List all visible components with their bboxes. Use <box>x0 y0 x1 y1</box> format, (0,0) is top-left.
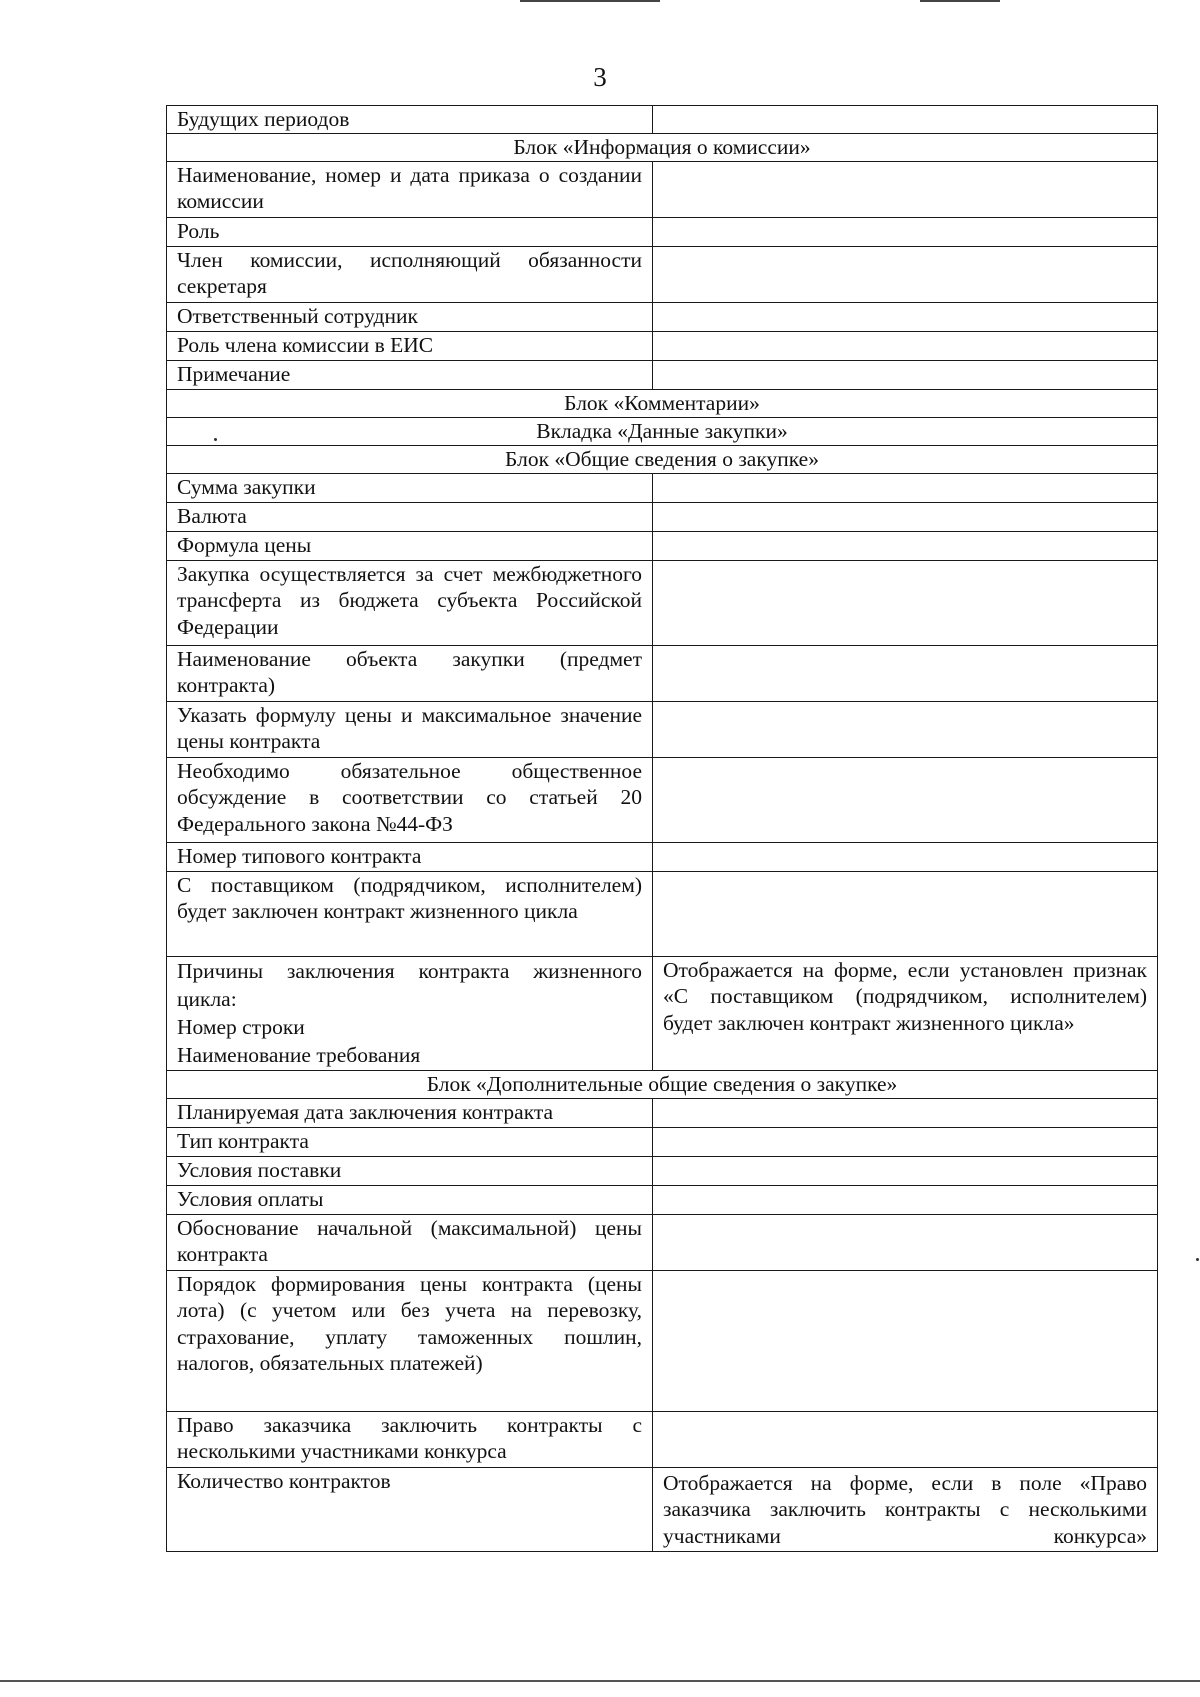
field-label: Наименование, номер и дата приказа о создании комиссии <box>167 161 653 217</box>
table-row <box>167 246 1158 302</box>
field-value <box>653 1156 1158 1185</box>
field-value <box>653 302 1158 331</box>
field-value <box>653 246 1158 302</box>
field-value <box>653 1127 1158 1156</box>
section-header-row <box>167 445 1158 473</box>
field-value <box>653 1098 1158 1127</box>
scan-speck <box>1196 1258 1199 1261</box>
table-row <box>167 1185 1158 1214</box>
field-value <box>653 106 1158 134</box>
section-title: Блок «Комментарии» <box>167 389 1158 417</box>
field-label: Условия поставки <box>167 1156 653 1185</box>
field-value <box>653 1214 1158 1270</box>
procurement-fields-table <box>166 105 1158 1552</box>
field-value <box>653 1185 1158 1214</box>
field-label: Ответственный сотрудник <box>167 302 653 331</box>
field-value <box>653 1270 1158 1411</box>
table-row <box>167 217 1158 246</box>
table-row <box>167 531 1158 560</box>
table-row <box>167 1098 1158 1127</box>
field-value <box>653 757 1158 842</box>
field-label: Порядок формирования цены контракта (цены лота) (с учетом или без учета на перевозку, страхование, уплату таможенных пошлин, налогов, обязательных платежей) <box>167 1270 653 1411</box>
field-value <box>653 331 1158 360</box>
field-label: Количество контрактов <box>167 1467 653 1551</box>
field-label: Формула цены <box>167 531 653 560</box>
table-row <box>167 757 1158 842</box>
table-row <box>167 1127 1158 1156</box>
table-row <box>167 956 1158 1070</box>
field-label: Планируемая дата заключения контракта <box>167 1098 653 1127</box>
page-number: 3 <box>593 62 607 92</box>
field-label: Роль члена комиссии в ЕИС <box>167 331 653 360</box>
section-title: Блок «Дополнительные общие сведения о закупке» <box>167 1070 1158 1098</box>
scan-artifact-bottom <box>0 1680 1200 1682</box>
table-row <box>167 1156 1158 1185</box>
field-label: Указать формулу цены и максимальное значение цены контракта <box>167 701 653 757</box>
field-label: Номер строки <box>177 1014 305 1039</box>
field-label: Примечание <box>167 360 653 389</box>
field-label: С поставщиком (подрядчиком, исполнителем) будет заключен контракт жизненного цикла <box>167 871 653 956</box>
field-label: Условия оплаты <box>167 1185 653 1214</box>
field-label: Закупка осуществляется за счет межбюджетного трансферта из бюджета субъекта Российской Федерации <box>167 560 653 645</box>
scan-speck <box>214 438 217 441</box>
field-value <box>653 871 1158 956</box>
field-value <box>653 560 1158 645</box>
section-header-row <box>167 417 1158 445</box>
field-value <box>653 473 1158 502</box>
table-row <box>167 161 1158 217</box>
table-row <box>167 560 1158 645</box>
table-row <box>167 1214 1158 1270</box>
field-note: Отображается на форме, если установлен признак «С поставщиком (подрядчиком, исполнителем) будет заключен контракт жизненного цикла» <box>653 956 1158 1070</box>
field-label: Сумма закупки <box>167 473 653 502</box>
field-label: Член комиссии, исполняющий обязанности секретаря <box>167 246 653 302</box>
section-header-row <box>167 134 1158 162</box>
field-label: Тип контракта <box>167 1127 653 1156</box>
section-header-row <box>167 1070 1158 1098</box>
table-row <box>167 645 1158 701</box>
table-row <box>167 1270 1158 1411</box>
table-row <box>167 302 1158 331</box>
field-label: Наименование требования <box>177 1042 421 1067</box>
field-value <box>653 531 1158 560</box>
field-note: Отображается на форме, если в поле «Право заказчика заключить контракты с несколькими участниками конкурса» <box>653 1467 1158 1551</box>
field-value <box>653 217 1158 246</box>
field-label: Роль <box>167 217 653 246</box>
field-value <box>653 502 1158 531</box>
field-label: Обоснование начальной (максимальной) цены контракта <box>167 1214 653 1270</box>
table-row <box>167 701 1158 757</box>
scan-artifact-top-right <box>920 0 1000 2</box>
table-row <box>167 842 1158 871</box>
section-title: Блок «Информация о комиссии» <box>167 134 1158 162</box>
table-row <box>167 360 1158 389</box>
field-value <box>653 360 1158 389</box>
field-label: Причины заключения контракта жизненного цикла: <box>177 958 642 1011</box>
field-label: Валюта <box>167 502 653 531</box>
table-row <box>167 106 1158 134</box>
table-row <box>167 1467 1158 1551</box>
field-value <box>653 1411 1158 1467</box>
field-value <box>653 701 1158 757</box>
field-value <box>653 842 1158 871</box>
scan-artifact-top-left <box>520 0 660 2</box>
table-row <box>167 331 1158 360</box>
table-row <box>167 871 1158 956</box>
field-label: Наименование объекта закупки (предмет контракта) <box>167 645 653 701</box>
field-value <box>653 161 1158 217</box>
field-label: Необходимо обязательное общественное обсуждение в соответствии со статьей 20 Федерального закона №44-ФЗ <box>167 757 653 842</box>
section-title: Блок «Общие сведения о закупке» <box>167 445 1158 473</box>
section-header-row <box>167 389 1158 417</box>
field-label: Право заказчика заключить контракты с несколькими участниками конкурса <box>167 1411 653 1467</box>
table-row <box>167 473 1158 502</box>
section-title: Вкладка «Данные закупки» <box>167 417 1158 445</box>
table-row <box>167 502 1158 531</box>
field-value <box>653 645 1158 701</box>
field-label: Будущих периодов <box>167 106 653 134</box>
field-label-group <box>167 956 653 1070</box>
field-label: Номер типового контракта <box>167 842 653 871</box>
table-row <box>167 1411 1158 1467</box>
